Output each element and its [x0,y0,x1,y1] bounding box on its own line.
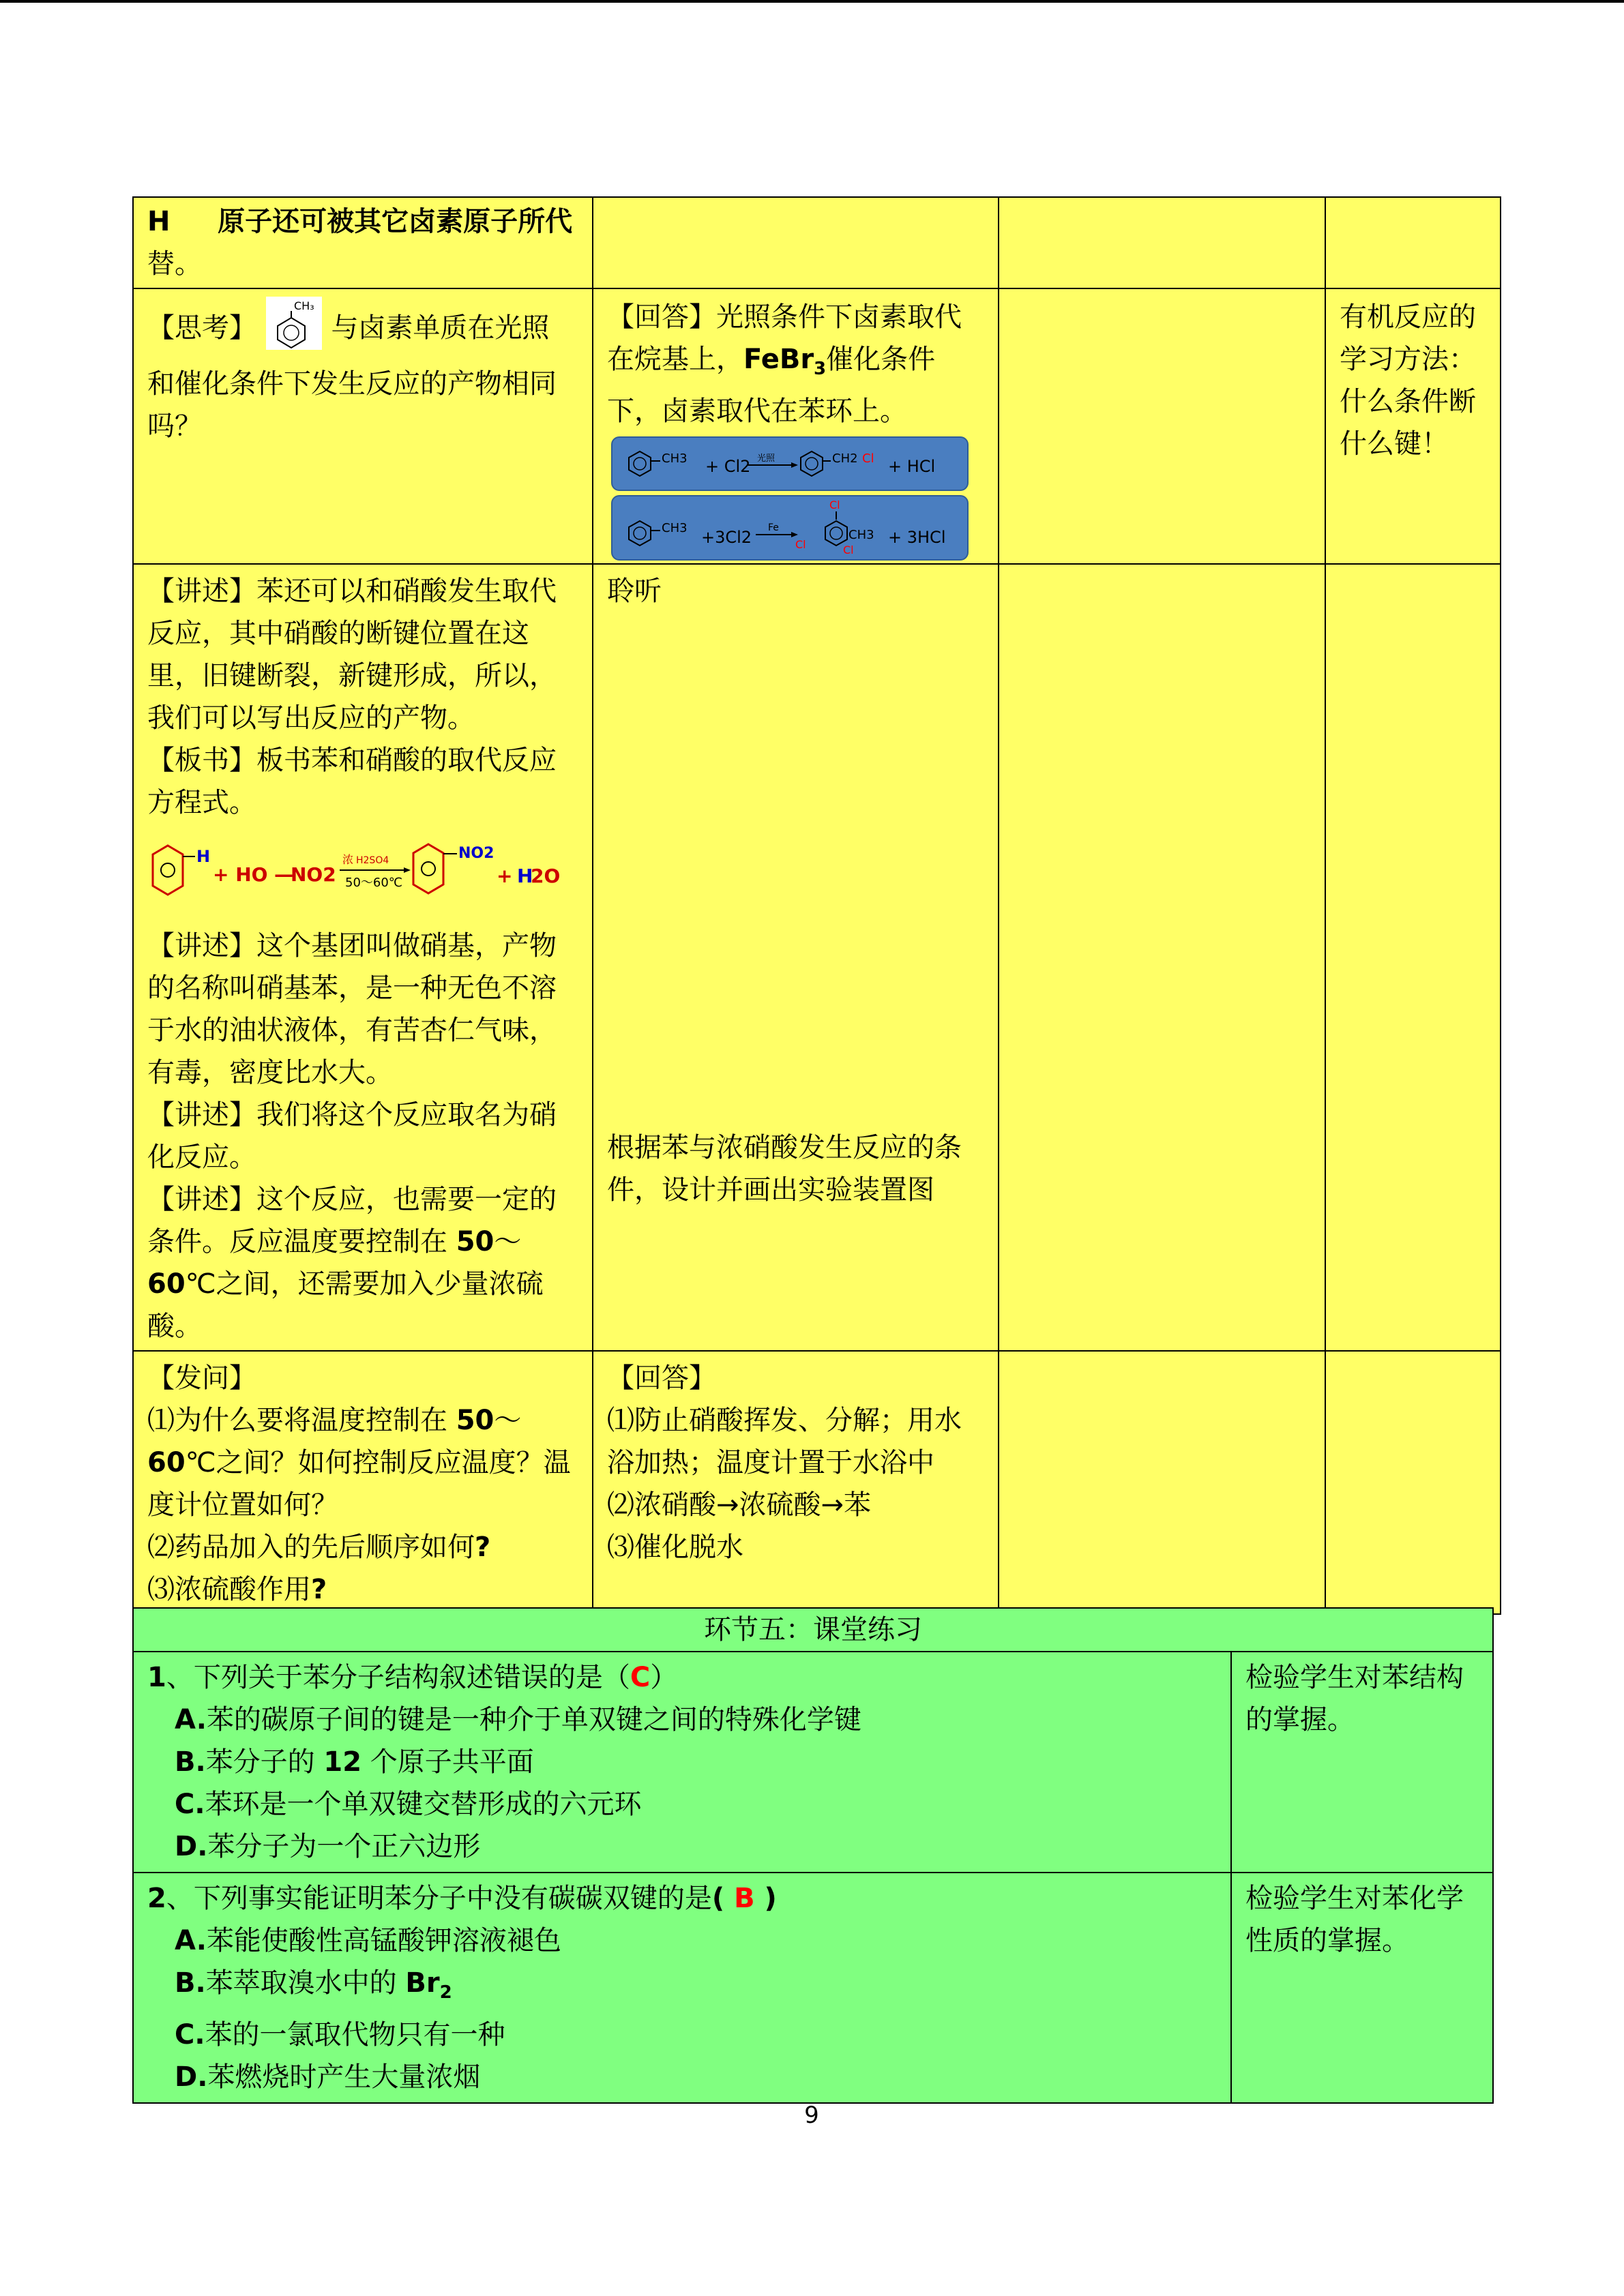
option-text: 苯燃烧时产生大量浓烟 [207,2061,481,2093]
text-line: 检验学生对苯结构 [1245,1662,1464,1693]
teacher-activity-cell [133,1351,593,1614]
toluene-structure-icon [265,296,323,363]
text-line [147,1263,578,1305]
text-line: 学习方法： [1340,344,1476,375]
question-cell [133,1873,1231,2103]
text-line: 方程式。 [147,787,256,818]
cl-label: Cl [862,451,874,466]
option-b [147,1741,1217,1783]
text-line: 【讲述】这个基团叫做硝基，产物 [147,930,557,961]
text-line: 【讲述】这个反应，也需要一定的 [147,1184,557,1215]
student-activity-cell [593,564,999,1351]
text-segment: ⑶浓硫酸作用 [147,1574,311,1605]
table-header-row [133,1608,1493,1652]
text-line: 化反应。 [147,1142,256,1173]
page-top-border [0,0,1624,3]
text-line: 什么键！ [1340,428,1449,460]
option-a [147,1699,1217,1741]
option-letter: A. [175,1704,207,1735]
text-line: 的名称叫硝基苯，是一种无色不溶 [147,972,557,1004]
spacer [607,612,984,1127]
question-number: 1 [147,1662,166,1693]
text-segment: ⑴为什么要将温度控制在 [147,1405,456,1436]
text-line: 【板书】板书苯和硝酸的取代反应 [147,745,557,776]
question-stem [147,1877,1217,1920]
practice-table [132,1607,1494,2104]
text-segment: ? [475,1532,491,1563]
plus-ho-label: + HO [213,863,268,886]
text-segment: ～ [494,1405,522,1436]
formula-febr: FeBr [743,344,814,375]
text-line: 有毒，密度比水大。 [147,1057,393,1088]
answer-label: B [734,1883,755,1914]
no2-label: NO2 [291,863,336,886]
table-row [133,288,1501,564]
student-activity-cell [593,197,999,288]
teacher-activity-cell [133,288,593,564]
option-letter: C. [175,1789,205,1820]
water-rest-label: 2O [531,865,561,887]
think-label: 【思考】 [147,312,256,344]
text-line: 件，设计并画出实验装置图 [607,1174,934,1206]
number: 60 [147,1268,186,1300]
option-letter: C. [175,2019,205,2051]
product-no2-label: NO2 [458,845,494,862]
text-line [147,296,578,363]
ch2-label: CH2 [832,451,858,466]
formula-br: Br [405,1967,440,1999]
empty-cell [999,564,1325,1351]
text-line: ⑵浓硝酸→浓硫酸→苯 [607,1489,872,1521]
text-line: 性质的掌握。 [1245,1925,1409,1956]
option-text: 苯分子为一个正六边形 [207,1831,481,1862]
option-text: 苯的一氯取代物只有一种 [205,2019,505,2051]
reagent-label: +3Cl2 [701,528,752,547]
text-line: 替。 [147,248,202,280]
table-row [133,564,1501,1351]
text-line: 下，卤素取代在苯环上。 [607,396,907,427]
text-line: 有机反应的 [1340,301,1476,333]
condition-temp-label: 50～60℃ [345,876,403,890]
purpose-cell [1231,1652,1493,1873]
text-line: ⑴防止硝酸挥发、分解；用水 [607,1405,962,1436]
reagent-label: + Cl2 [705,457,751,476]
text-line: 检验学生对苯化学 [1245,1883,1464,1914]
text-line [147,1442,578,1484]
student-activity-cell [593,1351,999,1614]
text-line: 度计位置如何？ [147,1489,338,1521]
nitration-equation [147,837,578,918]
text-segment: ～ [494,1226,522,1257]
text-line: 和催化条件下发生反应的产物相同 [147,368,557,400]
text-line: 浴加热；温度计置于水浴中 [607,1447,934,1478]
text-line: 我们可以写出反应的产物。 [147,702,475,734]
option-c [147,2014,1217,2056]
number: 12 [323,1746,362,1778]
question-cell [133,1652,1231,1873]
byproduct-label: + HCl [888,457,936,476]
note-cell [1325,197,1501,288]
text-line [147,1399,578,1442]
text-line: 反应，其中硝酸的断键位置在这 [147,618,529,649]
text-line: 什么条件断 [1340,386,1476,417]
condition-label: 光照 [757,453,776,464]
text-segment: ） [650,1662,678,1693]
number: 50 [456,1226,494,1257]
question-number: 2 [147,1883,166,1914]
text-line: 根据苯与浓硝酸发生反应的条 [607,1132,962,1163]
subscript: 2 [439,1982,452,2003]
text-line: H 原子还可被其它卤素原子所代 [147,206,573,237]
h-label: H [196,847,211,866]
option-letter: A. [175,1925,207,1956]
option-text: 苯能使酸性高锰酸钾溶液褪色 [206,1925,561,1956]
text-line: 【讲述】我们将这个反应取名为硝 [147,1099,557,1131]
cl-bottom-label: Cl [843,543,854,556]
option-text: 苯环是一个单双键交替形成的六元环 [205,1789,642,1820]
number: 50 [456,1405,494,1436]
note-cell [1325,1351,1501,1614]
option-letter: B. [175,1967,206,1999]
table-row [133,1873,1493,2103]
text-segment: ℃之间，还需要加入少量浓硫 [185,1268,544,1300]
option-text: 苯的碳原子间的键是一种介于单双键之间的特殊化学键 [206,1704,861,1735]
ch3-label: CH3 [662,521,688,535]
text-line [147,1568,578,1611]
empty-cell [999,197,1325,288]
dash-label: — [274,863,293,886]
option-text: 苯萃取溴水中的 [205,1967,406,1999]
text-segment: 、下列关于苯分子结构叙述错误的是（ [166,1662,630,1693]
subscript: 3 [814,359,827,379]
text-line: 聆听 [607,576,662,607]
teacher-activity-cell [133,564,593,1351]
number: 60 [147,1447,186,1478]
ch3-product-label: CH3 [848,528,874,542]
table-row [133,1652,1493,1873]
condition-acid-label: H2SO4 [356,855,389,866]
note-cell [1325,288,1501,564]
section-header: 环节五：课堂练习 [133,1608,1493,1652]
text-line: 【回答】光照条件下卤素取代 [607,301,962,333]
text-line: 于水的油状液体，有苦杏仁气味， [147,1015,557,1046]
option-text: 苯分子的 [205,1746,324,1778]
option-letter: D. [175,2061,208,2093]
text-line: 酸。 [147,1311,202,1342]
condition-conc-label: 浓 [342,853,354,866]
text-line: 【回答】 [607,1362,716,1394]
cl-left-label: Cl [795,538,806,551]
text-line: 的掌握。 [1245,1704,1355,1735]
reaction-equation-light [611,436,969,491]
text-segment: ⑵药品加入的先后顺序如何 [147,1532,475,1563]
text-segment: 、下列事实能证明苯分子中没有碳碳双键的是 [166,1883,712,1914]
text-line [607,338,984,390]
table-row [133,197,1501,288]
option-c [147,1783,1217,1825]
think-text: 与卤素单质在光照 [331,312,550,344]
lesson-table [132,196,1501,1615]
purpose-cell [1231,1873,1493,2103]
ch3-label: CH3 [662,451,688,466]
text-line: 【发问】 [147,1362,256,1394]
text-segment: 催化条件 [826,344,936,375]
plus-label: + [497,865,513,887]
note-cell [1325,564,1501,1351]
cl-top-label: Cl [829,498,840,511]
byproduct-label: + 3HCl [888,528,946,547]
option-letter: B. [175,1746,206,1778]
table-row [133,1351,1501,1614]
reaction-equation-fe [611,495,969,561]
svg-text:CH₃: CH₃ [293,299,314,312]
answer-label: C [630,1662,651,1693]
option-letter: D. [175,1831,208,1862]
teacher-activity-cell [133,197,593,288]
text-segment: ( [711,1883,735,1914]
text-segment: 条件。反应温度要控制在 [147,1226,456,1257]
option-a [147,1920,1217,1962]
student-activity-cell [593,288,999,564]
text-segment: ℃之间？如何控制反应温度？温 [185,1447,571,1478]
text-segment: ? [311,1574,327,1605]
text-line: ⑶催化脱水 [607,1532,743,1563]
text-line: 里，旧键断裂，新键形成，所以， [147,660,557,691]
text-line [147,1221,578,1263]
text-line [147,1526,578,1568]
option-text: 个原子共平面 [361,1746,534,1778]
text-segment: 在烷基上， [607,344,743,375]
empty-cell [999,288,1325,564]
text-line: 吗？ [147,411,202,442]
question-stem [147,1656,1217,1699]
page-number: 9 [804,2102,819,2129]
condition-label: Fe [768,522,779,533]
option-d [147,2056,1217,2098]
option-d [147,1825,1217,1868]
text-line: 【讲述】苯还可以和硝酸发生取代 [147,576,557,607]
option-b [147,1962,1217,2014]
empty-cell [999,1351,1325,1614]
water-h-label: H [517,865,533,887]
text-segment: ) [754,1883,777,1914]
